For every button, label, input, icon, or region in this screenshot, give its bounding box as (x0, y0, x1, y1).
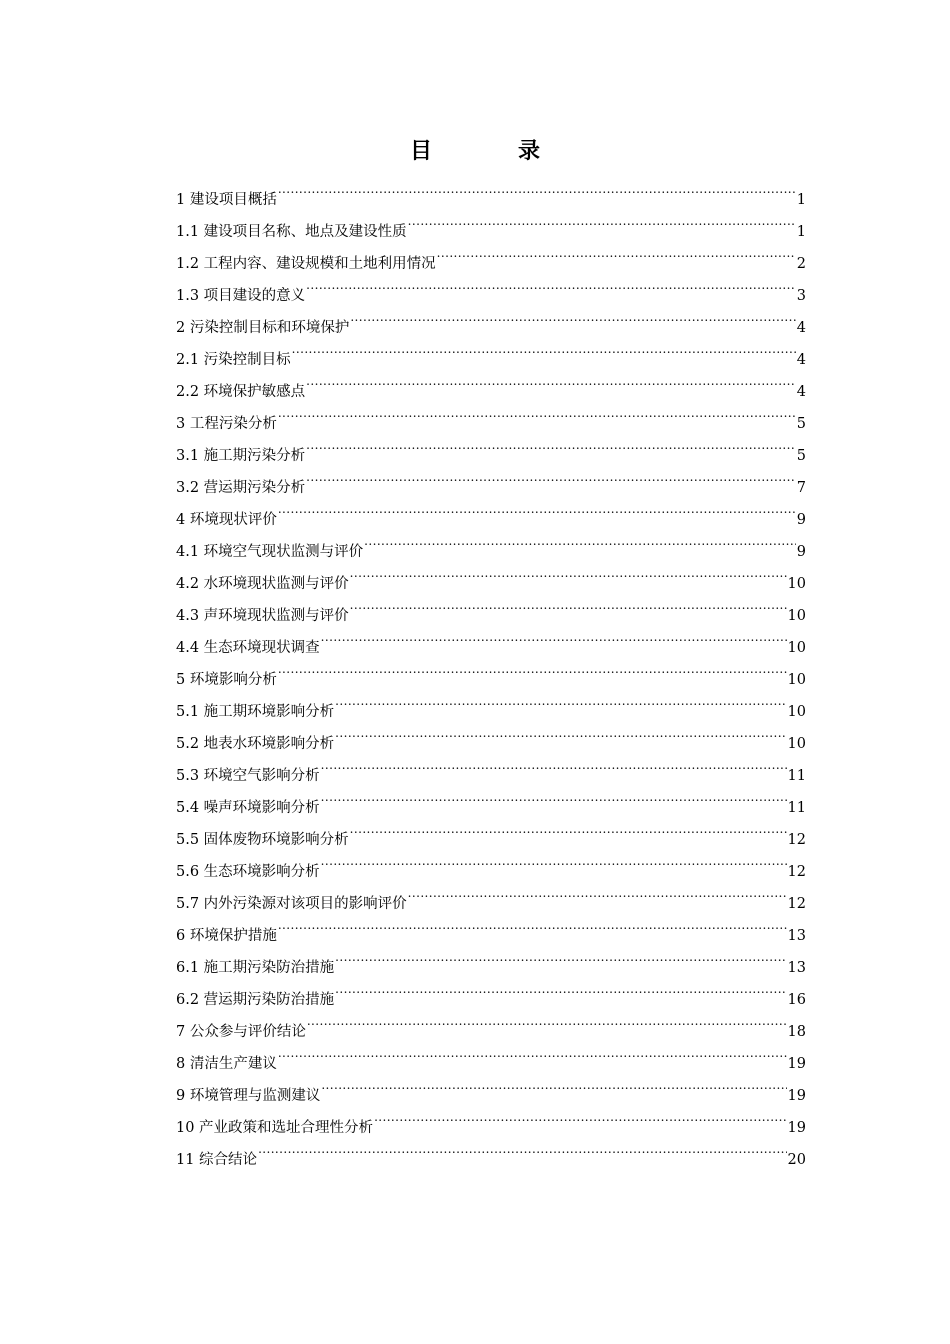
toc-entry-label: 7 公众参与评价结论 (176, 1024, 306, 1040)
toc-entry-label: 3.1 施工期污染分析 (176, 448, 306, 464)
table-of-contents (176, 172, 806, 1168)
toc-leader-dots (408, 204, 796, 236)
toc-entry-label: 5.3 环境空气影响分析 (176, 768, 320, 784)
toc-entry-label: 6.2 营运期污染防治措施 (176, 992, 335, 1008)
toc-entry-label: 5.5 固体废物环境影响分析 (176, 832, 349, 848)
toc-entry-page-number: 12 (787, 832, 806, 848)
toc-entry-label: 1.3 项目建设的意义 (176, 288, 306, 304)
toc-leader-dots (278, 492, 796, 524)
toc-entry-page-number: 5 (796, 448, 806, 464)
toc-entry-page-number: 5 (796, 416, 806, 432)
toc-entry-page-number: 20 (787, 1152, 806, 1168)
toc-entry-page-number: 10 (787, 640, 806, 656)
toc-entry-page-number: 9 (796, 544, 806, 560)
toc-entry[interactable] (176, 172, 806, 208)
toc-entry-label: 4.1 环境空气现状监测与评价 (176, 544, 364, 560)
toc-entry-page-number: 1 (796, 224, 806, 240)
toc-leader-dots (292, 332, 796, 364)
toc-leader-dots (321, 1068, 786, 1100)
toc-entry-label: 2.1 污染控制目标 (176, 352, 291, 368)
toc-entry-label: 6 环境保护措施 (176, 928, 277, 944)
toc-entry-page-number: 4 (796, 352, 806, 368)
toc-entry-page-number: 10 (787, 672, 806, 688)
toc-entry-label: 5.7 内外污染源对该项目的影响评价 (176, 896, 407, 912)
toc-leader-dots (321, 748, 787, 780)
toc-title: 目 录 (409, 138, 572, 164)
toc-entry-page-number: 18 (787, 1024, 806, 1040)
toc-entry-page-number: 4 (796, 384, 806, 400)
toc-entry-page-number: 10 (787, 736, 806, 752)
toc-entry-page-number: 11 (787, 800, 806, 816)
toc-leader-dots (306, 268, 796, 300)
toc-leader-dots (335, 940, 786, 972)
toc-entry-page-number: 13 (787, 928, 806, 944)
toc-entry-page-number: 19 (787, 1056, 806, 1072)
toc-entry-page-number: 12 (787, 864, 806, 880)
toc-leader-dots (278, 1036, 787, 1068)
toc-entry[interactable] (176, 1132, 806, 1168)
toc-leader-dots (306, 364, 796, 396)
toc-entry-page-number: 1 (796, 192, 806, 208)
toc-entry-page-number: 10 (787, 576, 806, 592)
toc-leader-dots (278, 908, 787, 940)
toc-leader-dots (335, 972, 786, 1004)
toc-entry-label: 4.3 声环境现状监测与评价 (176, 608, 349, 624)
toc-leader-dots (350, 812, 787, 844)
toc-entry-page-number: 13 (787, 960, 806, 976)
toc-entry-label: 5.2 地表水环境影响分析 (176, 736, 335, 752)
toc-entry-page-number: 2 (796, 256, 806, 272)
toc-leader-dots (335, 716, 786, 748)
toc-entry-label: 1.2 工程内容、建设规模和土地利用情况 (176, 256, 436, 272)
toc-entry-label: 9 环境管理与监测建议 (176, 1088, 321, 1104)
toc-leader-dots (321, 844, 787, 876)
toc-entry-label: 5.6 生态环境影响分析 (176, 864, 320, 880)
toc-leader-dots (350, 556, 787, 588)
toc-entry-label: 8 清洁生产建议 (176, 1056, 277, 1072)
toc-entry-label: 3 工程污染分析 (176, 416, 277, 432)
toc-entry-page-number: 12 (787, 896, 806, 912)
toc-entry-label: 1 建设项目概括 (176, 192, 277, 208)
toc-entry-page-number: 10 (787, 704, 806, 720)
toc-leader-dots (258, 1132, 786, 1164)
toc-entry-page-number: 16 (787, 992, 806, 1008)
toc-entry-page-number: 9 (796, 512, 806, 528)
toc-entry-label: 5.1 施工期环境影响分析 (176, 704, 335, 720)
toc-leader-dots (350, 588, 787, 620)
toc-entry-label: 5 环境影响分析 (176, 672, 277, 688)
toc-leader-dots (321, 780, 787, 812)
toc-entry-label: 4.4 生态环境现状调查 (176, 640, 320, 656)
toc-entry-page-number: 19 (787, 1120, 806, 1136)
toc-leader-dots (278, 396, 796, 428)
toc-entry-label: 6.1 施工期污染防治措施 (176, 960, 335, 976)
toc-leader-dots (278, 652, 787, 684)
toc-entry-label: 5.4 噪声环境影响分析 (176, 800, 320, 816)
toc-leader-dots (374, 1100, 786, 1132)
toc-entry-label: 2.2 环境保护敏感点 (176, 384, 306, 400)
toc-leader-dots (321, 620, 787, 652)
toc-entry-page-number: 11 (787, 768, 806, 784)
toc-leader-dots (335, 684, 786, 716)
toc-leader-dots (278, 172, 796, 204)
toc-leader-dots (408, 876, 787, 908)
toc-entry-page-number: 4 (796, 320, 806, 336)
toc-entry-label: 11 综合结论 (176, 1152, 258, 1168)
toc-leader-dots (307, 1004, 787, 1036)
toc-entry-label: 2 污染控制目标和环境保护 (176, 320, 350, 336)
toc-entry-page-number: 10 (787, 608, 806, 624)
toc-entry-label: 10 产业政策和选址合理性分析 (176, 1120, 374, 1136)
toc-entry-label: 3.2 营运期污染分析 (176, 480, 306, 496)
toc-leader-dots (350, 300, 795, 332)
toc-entry-page-number: 3 (796, 288, 806, 304)
toc-leader-dots (306, 460, 796, 492)
toc-entry-label: 4.2 水环境现状监测与评价 (176, 576, 349, 592)
toc-leader-dots (364, 524, 796, 556)
toc-entry-page-number: 19 (787, 1088, 806, 1104)
toc-entry-label: 1.1 建设项目名称、地点及建设性质 (176, 224, 407, 240)
toc-entry-page-number: 7 (796, 480, 806, 496)
toc-entry-label: 4 环境现状评价 (176, 512, 277, 528)
toc-leader-dots (437, 236, 796, 268)
toc-leader-dots (306, 428, 796, 460)
